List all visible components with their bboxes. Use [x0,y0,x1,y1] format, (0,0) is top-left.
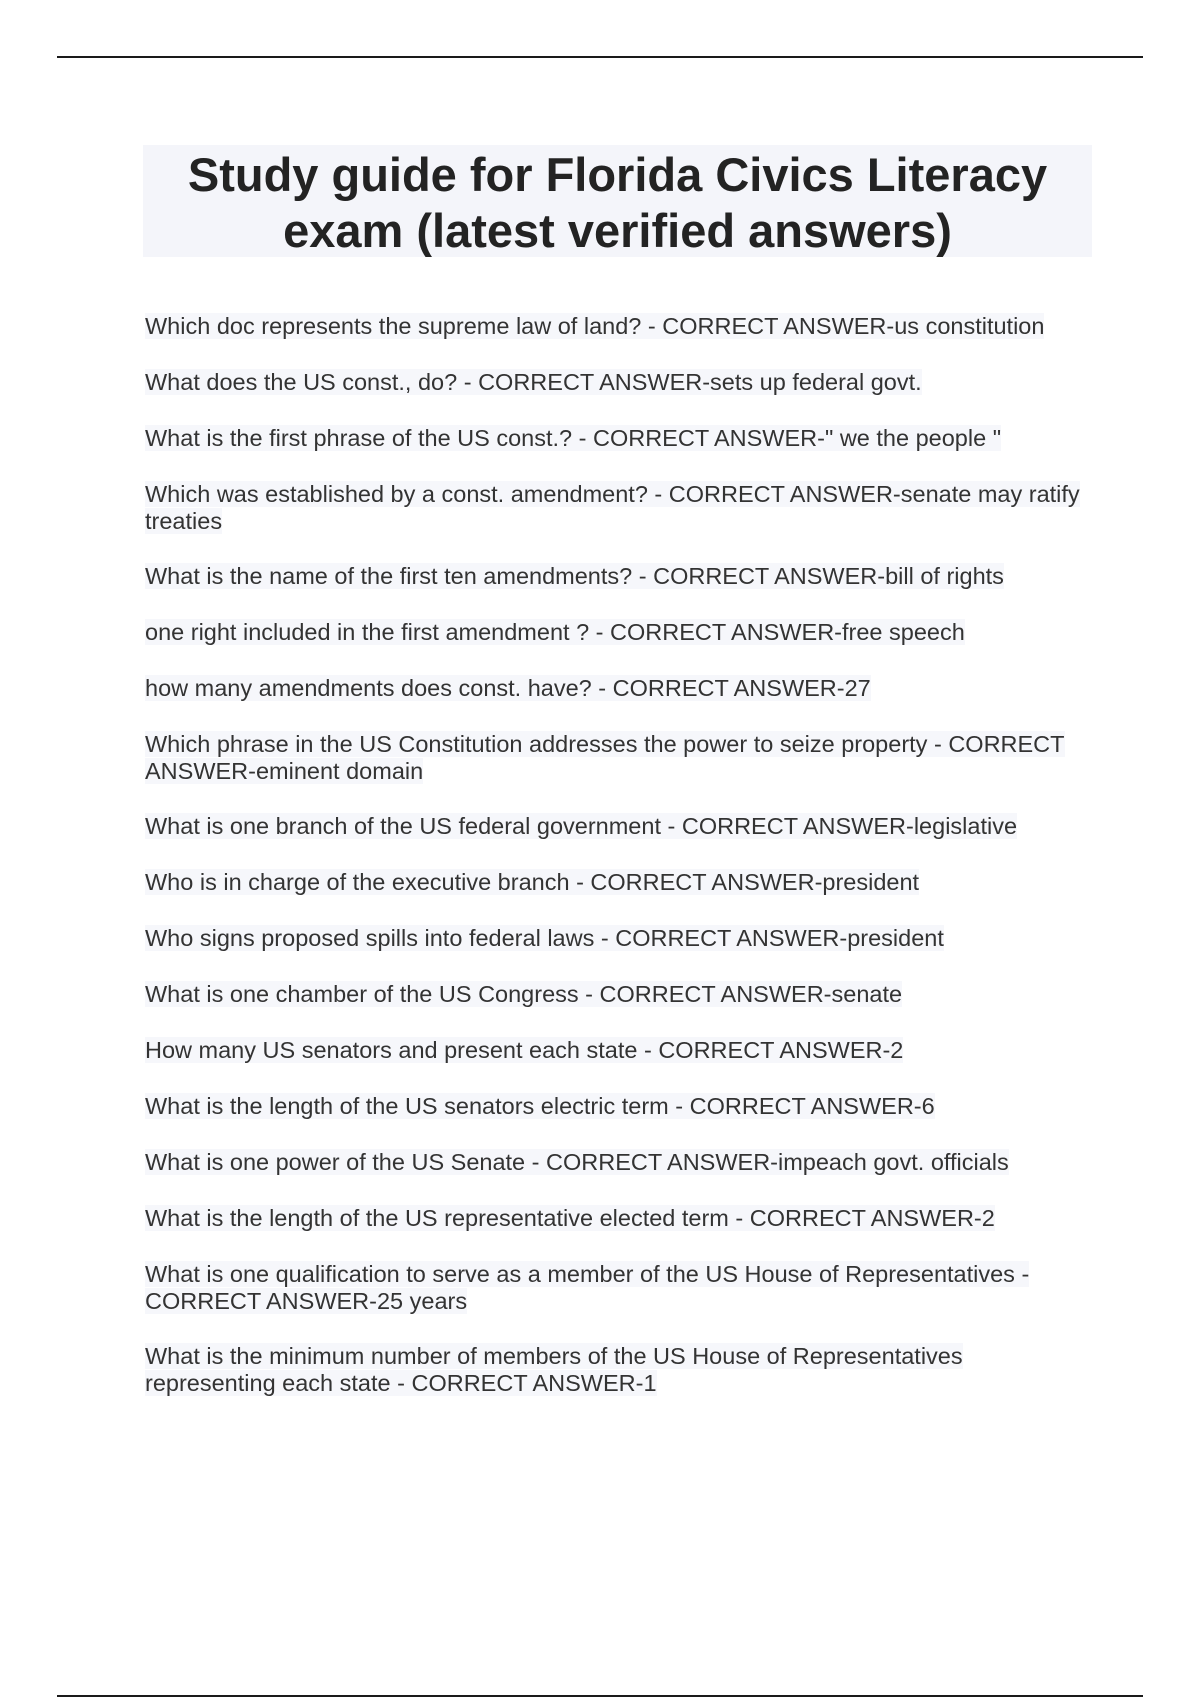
qa-item: What is one chamber of the US Congress - CORRECT ANSWER-senate [145,981,903,1007]
qa-item: What is one branch of the US federal government - CORRECT ANSWER-legislative [145,813,1018,839]
qa-item: Which phrase in the US Constitution addresses the power to seize property - CORRECT ANSWER-eminent domain [145,731,1065,784]
page-title: Study guide for Florida Civics Literacy exam (latest verified answers) [187,148,1048,257]
qa-item: Which doc represents the supreme law of land? - CORRECT ANSWER-us constitution [145,313,1045,339]
qa-item: What is the first phrase of the US const.? - CORRECT ANSWER-" we the people " [145,425,1002,451]
qa-item: how many amendments does const. have? - CORRECT ANSWER-27 [145,675,871,701]
qa-item: What does the US const., do? - CORRECT ANSWER-sets up federal govt. [145,369,922,395]
qa-item: Which was established by a const. amendment? - CORRECT ANSWER-senate may ratify treaties [145,481,1080,534]
qa-item: What is the name of the first ten amendments? - CORRECT ANSWER-bill of rights [145,563,1004,589]
top-rule [57,56,1143,58]
qa-item: What is one power of the US Senate - CORRECT ANSWER-impeach govt. officials [145,1149,1009,1175]
qa-item: What is the length of the US representative elected term - CORRECT ANSWER-2 [145,1205,995,1231]
qa-list [145,313,1095,1425]
qa-item: What is the length of the US senators electric term - CORRECT ANSWER-6 [145,1093,935,1119]
qa-item: What is one qualification to serve as a member of the US House of Representatives - CORRECT ANSWER-25 years [145,1261,1030,1314]
qa-item: What is the minimum number of members of the US House of Representatives representing each state - CORRECT ANSWER-1 [145,1343,963,1396]
qa-item: How many US senators and present each state - CORRECT ANSWER-2 [145,1037,904,1063]
qa-item: one right included in the first amendment ? - CORRECT ANSWER-free speech [145,619,965,645]
qa-item: Who is in charge of the executive branch - CORRECT ANSWER-president [145,869,920,895]
bottom-rule [57,1695,1143,1697]
qa-item: Who signs proposed spills into federal laws - CORRECT ANSWER-president [145,925,944,951]
title-box [143,145,1092,257]
